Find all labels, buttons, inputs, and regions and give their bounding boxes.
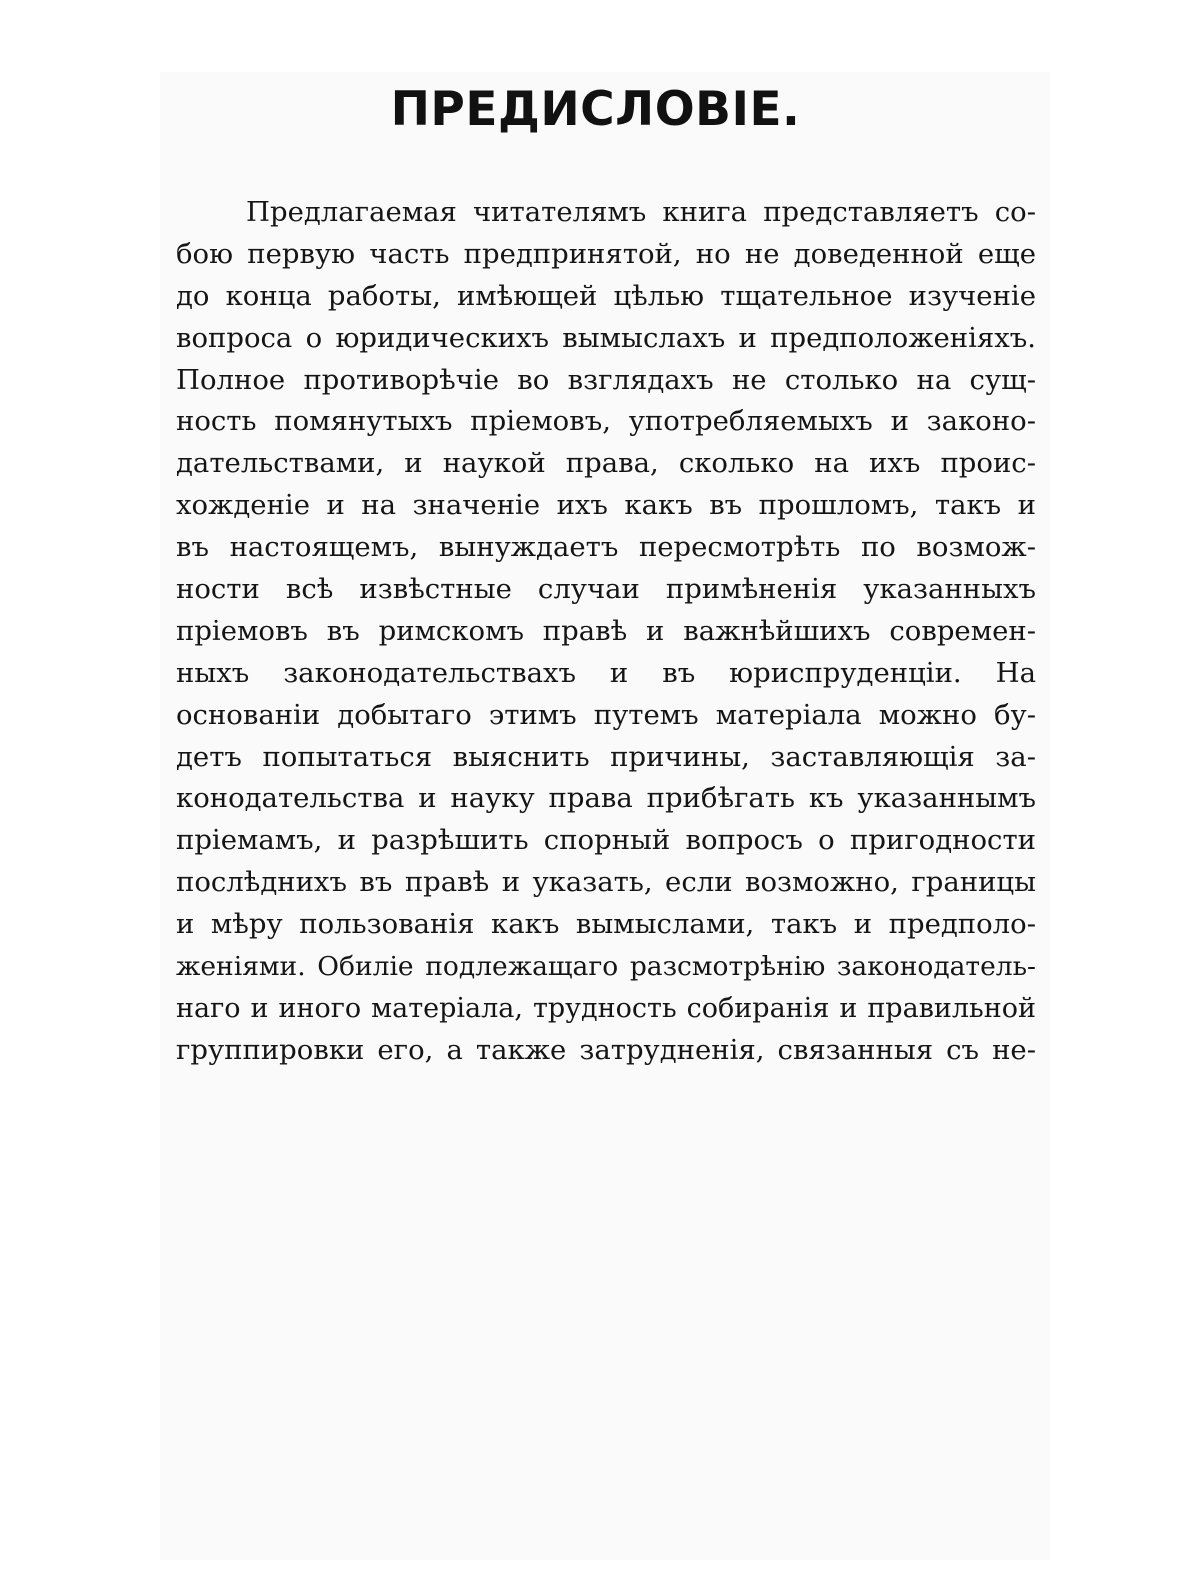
text-line: въ настоящемъ, вынуждаетъ пересмотрѣть по возмож- — [176, 531, 1036, 564]
text-line: детъ попытаться выяснить причины, заставляющія за- — [176, 740, 1036, 773]
text-line: бою первую часть предпринятой, но не доведенной еще — [176, 237, 1036, 270]
text-line: дательствами, и наукой права, сколько на ихъ проис- — [176, 447, 1036, 480]
text-line: послѣднихъ въ правѣ и указать, если возможно, границы — [176, 866, 1036, 899]
text-line: и мѣру пользованія какъ вымыслами, такъ и предполо- — [176, 908, 1036, 941]
text-line: группировки его, а также затрудненія, связанныя съ не- — [176, 1033, 1036, 1066]
text-line: до конца работы, имѣющей цѣлью тщательное изученіе — [176, 279, 1036, 312]
text-line: Полное противорѣчіе во взглядахъ не столько на сущ- — [176, 363, 1036, 396]
page-title: ПРЕДИСЛОВІЕ. — [390, 82, 801, 137]
preface-text — [176, 192, 1036, 1072]
text-line: женіями. Обиліе подлежащаго разсмотрѣнію законодатель- — [176, 951, 1036, 983]
text-line: вопроса о юридическихъ вымыслахъ и предположеніяхъ. — [176, 321, 1036, 354]
text-line: конодательства и науку права прибѣгать къ указаннымъ — [176, 782, 1036, 815]
text-line: ности всѣ извѣстные случаи примѣненія указанныхъ — [176, 573, 1036, 606]
text-line: ность помянутыхъ пріемовъ, употребляемыхъ и законо- — [176, 405, 1036, 438]
text-line: наго и иного матеріала, трудность собиранія и правильной — [176, 992, 1036, 1024]
text-line: хожденіе и на значеніе ихъ какъ въ прошломъ, такъ и — [176, 489, 1036, 522]
text-line: основаніи добытаго этимъ путемъ матеріала можно бу- — [176, 698, 1036, 731]
text-line: Предлагаемая читателямъ книга представляетъ со- — [246, 196, 1036, 228]
text-line: пріемовъ въ римскомъ правѣ и важнѣйшихъ современ- — [176, 614, 1036, 647]
text-line: ныхъ законодательствахъ и въ юриспруденціи. На — [176, 656, 1036, 689]
text-line: пріемамъ, и разрѣшить спорный вопросъ о пригодности — [176, 824, 1036, 857]
